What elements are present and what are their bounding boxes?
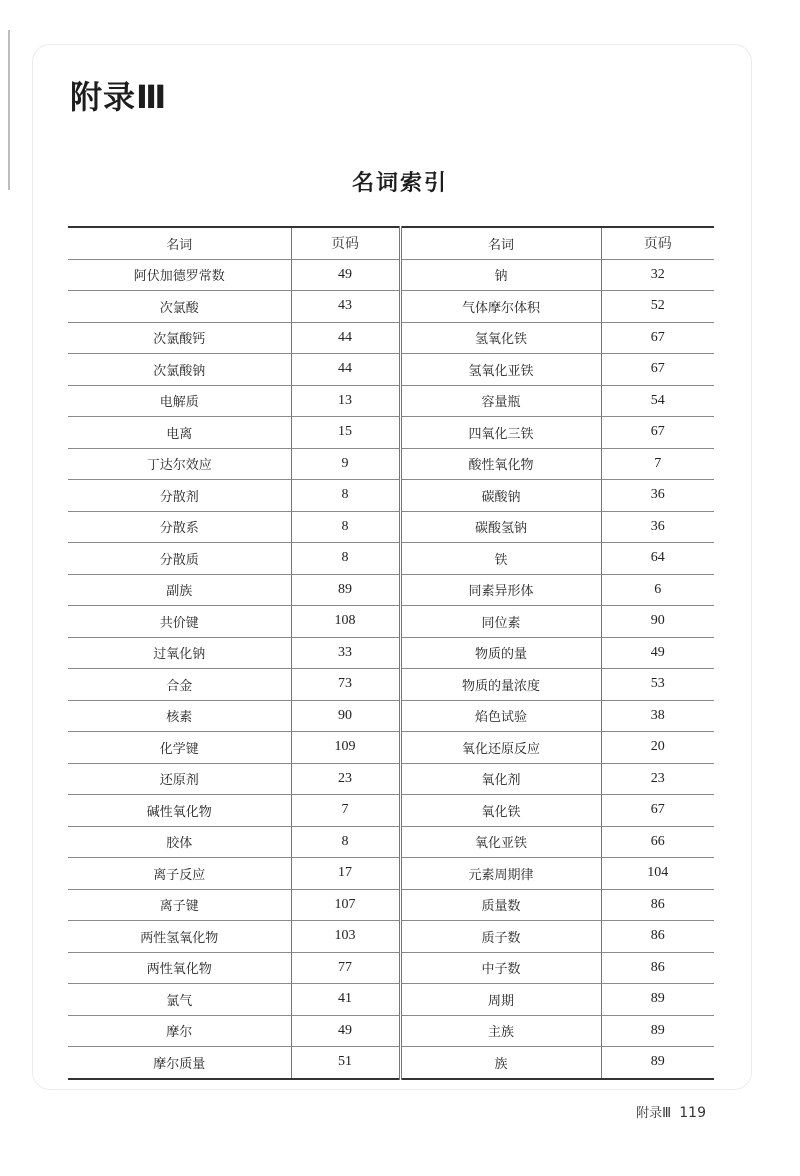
page-right: 38 (601, 700, 714, 732)
page-left: 109 (291, 732, 400, 764)
term-right: 周期 (400, 984, 601, 1016)
page-left: 44 (291, 322, 400, 354)
table-row (68, 921, 714, 953)
table-row (68, 858, 714, 890)
page-right: 52 (601, 291, 714, 323)
term-left: 分散剂 (68, 480, 291, 512)
term-left: 碱性氧化物 (68, 795, 291, 827)
page-left: 23 (291, 763, 400, 795)
term-index-table (68, 226, 714, 1080)
term-right: 氧化亚铁 (400, 826, 601, 858)
page-left: 8 (291, 543, 400, 575)
term-right: 物质的量 (400, 637, 601, 669)
header-page-right: 页码 (601, 227, 714, 259)
table-row (68, 826, 714, 858)
page-left: 89 (291, 574, 400, 606)
term-right: 氧化还原反应 (400, 732, 601, 764)
header-term-right: 名词 (400, 227, 601, 259)
table-row (68, 480, 714, 512)
page-right: 20 (601, 732, 714, 764)
page-left: 17 (291, 858, 400, 890)
table-row (68, 574, 714, 606)
page-right: 32 (601, 259, 714, 291)
page-left: 8 (291, 826, 400, 858)
term-left: 电解质 (68, 385, 291, 417)
footer-label: 附录Ⅲ (636, 1106, 672, 1121)
term-left: 阿伏加德罗常数 (68, 259, 291, 291)
term-left: 化学键 (68, 732, 291, 764)
term-left: 摩尔 (68, 1015, 291, 1047)
table-row (68, 889, 714, 921)
term-right: 质量数 (400, 889, 601, 921)
term-right: 氧化铁 (400, 795, 601, 827)
page-right: 67 (601, 795, 714, 827)
table-header-row (68, 227, 714, 259)
term-right: 物质的量浓度 (400, 669, 601, 701)
term-left: 摩尔质量 (68, 1047, 291, 1079)
term-right: 气体摩尔体积 (400, 291, 601, 323)
index-title: 名词索引 (351, 170, 448, 196)
term-right: 碳酸氢钠 (400, 511, 601, 543)
table-row (68, 606, 714, 638)
term-right: 族 (400, 1047, 601, 1079)
term-left: 丁达尔效应 (68, 448, 291, 480)
page-left: 8 (291, 480, 400, 512)
page-left: 9 (291, 448, 400, 480)
term-left: 还原剂 (68, 763, 291, 795)
page-right: 90 (601, 606, 714, 638)
table-row (68, 511, 714, 543)
table-row (68, 1047, 714, 1079)
table-row (68, 448, 714, 480)
page-left: 107 (291, 889, 400, 921)
term-right: 同素异形体 (400, 574, 601, 606)
table-row (68, 291, 714, 323)
table-row (68, 385, 714, 417)
table-row (68, 732, 714, 764)
page-right: 67 (601, 354, 714, 386)
page-number: 119 (679, 1105, 706, 1121)
term-left: 离子反应 (68, 858, 291, 890)
page-left: 43 (291, 291, 400, 323)
term-right: 质子数 (400, 921, 601, 953)
term-right: 中子数 (400, 952, 601, 984)
page-right: 67 (601, 417, 714, 449)
term-right: 四氧化三铁 (400, 417, 601, 449)
appendix-title: 附录Ⅲ (70, 78, 168, 116)
page-left: 41 (291, 984, 400, 1016)
page-right: 86 (601, 952, 714, 984)
term-right: 主族 (400, 1015, 601, 1047)
term-left: 共价键 (68, 606, 291, 638)
page-left: 13 (291, 385, 400, 417)
term-left: 两性氢氧化物 (68, 921, 291, 953)
term-left: 分散系 (68, 511, 291, 543)
header-page-left: 页码 (291, 227, 400, 259)
term-left: 副族 (68, 574, 291, 606)
term-right: 元素周期律 (400, 858, 601, 890)
page-left: 49 (291, 259, 400, 291)
term-left: 氯气 (68, 984, 291, 1016)
term-right: 容量瓶 (400, 385, 601, 417)
page-right: 89 (601, 1047, 714, 1079)
page-right: 66 (601, 826, 714, 858)
page-right: 36 (601, 511, 714, 543)
page-right: 89 (601, 984, 714, 1016)
term-right: 氢氧化亚铁 (400, 354, 601, 386)
header-term-left: 名词 (68, 227, 291, 259)
page-left: 51 (291, 1047, 400, 1079)
term-left: 核素 (68, 700, 291, 732)
term-left: 分散质 (68, 543, 291, 575)
term-left: 电离 (68, 417, 291, 449)
page-left: 108 (291, 606, 400, 638)
page-right: 54 (601, 385, 714, 417)
page-left: 33 (291, 637, 400, 669)
term-right: 酸性氧化物 (400, 448, 601, 480)
page-left: 73 (291, 669, 400, 701)
page-right: 6 (601, 574, 714, 606)
term-left: 次氯酸钙 (68, 322, 291, 354)
term-left: 离子键 (68, 889, 291, 921)
page-left: 77 (291, 952, 400, 984)
page-right: 7 (601, 448, 714, 480)
page-right: 23 (601, 763, 714, 795)
term-left: 过氧化钠 (68, 637, 291, 669)
page-left: 90 (291, 700, 400, 732)
term-right: 同位素 (400, 606, 601, 638)
term-left: 两性氧化物 (68, 952, 291, 984)
table-row (68, 763, 714, 795)
term-left: 次氯酸 (68, 291, 291, 323)
page-right: 86 (601, 889, 714, 921)
table-row (68, 417, 714, 449)
page-right: 53 (601, 669, 714, 701)
page-right: 49 (601, 637, 714, 669)
table-row (68, 795, 714, 827)
term-left: 次氯酸钠 (68, 354, 291, 386)
term-right: 钠 (400, 259, 601, 291)
term-right: 氧化剂 (400, 763, 601, 795)
page-right: 104 (601, 858, 714, 890)
page-left: 7 (291, 795, 400, 827)
page-footer (636, 1102, 706, 1121)
term-right: 铁 (400, 543, 601, 575)
term-right: 焰色试验 (400, 700, 601, 732)
page-left: 15 (291, 417, 400, 449)
table-row (68, 322, 714, 354)
table-row (68, 637, 714, 669)
table-row (68, 259, 714, 291)
page-left: 103 (291, 921, 400, 953)
table-row (68, 1015, 714, 1047)
page-right: 64 (601, 543, 714, 575)
term-left: 合金 (68, 669, 291, 701)
term-left: 胶体 (68, 826, 291, 858)
page-left: 8 (291, 511, 400, 543)
table-row (68, 700, 714, 732)
page-right: 86 (601, 921, 714, 953)
page-right: 89 (601, 1015, 714, 1047)
table-row (68, 952, 714, 984)
page-left: 49 (291, 1015, 400, 1047)
table-row (68, 543, 714, 575)
term-right: 氢氧化铁 (400, 322, 601, 354)
term-right: 碳酸钠 (400, 480, 601, 512)
table-row (68, 354, 714, 386)
table-row (68, 669, 714, 701)
page-right: 36 (601, 480, 714, 512)
page-left: 44 (291, 354, 400, 386)
table-row (68, 984, 714, 1016)
page-right: 67 (601, 322, 714, 354)
